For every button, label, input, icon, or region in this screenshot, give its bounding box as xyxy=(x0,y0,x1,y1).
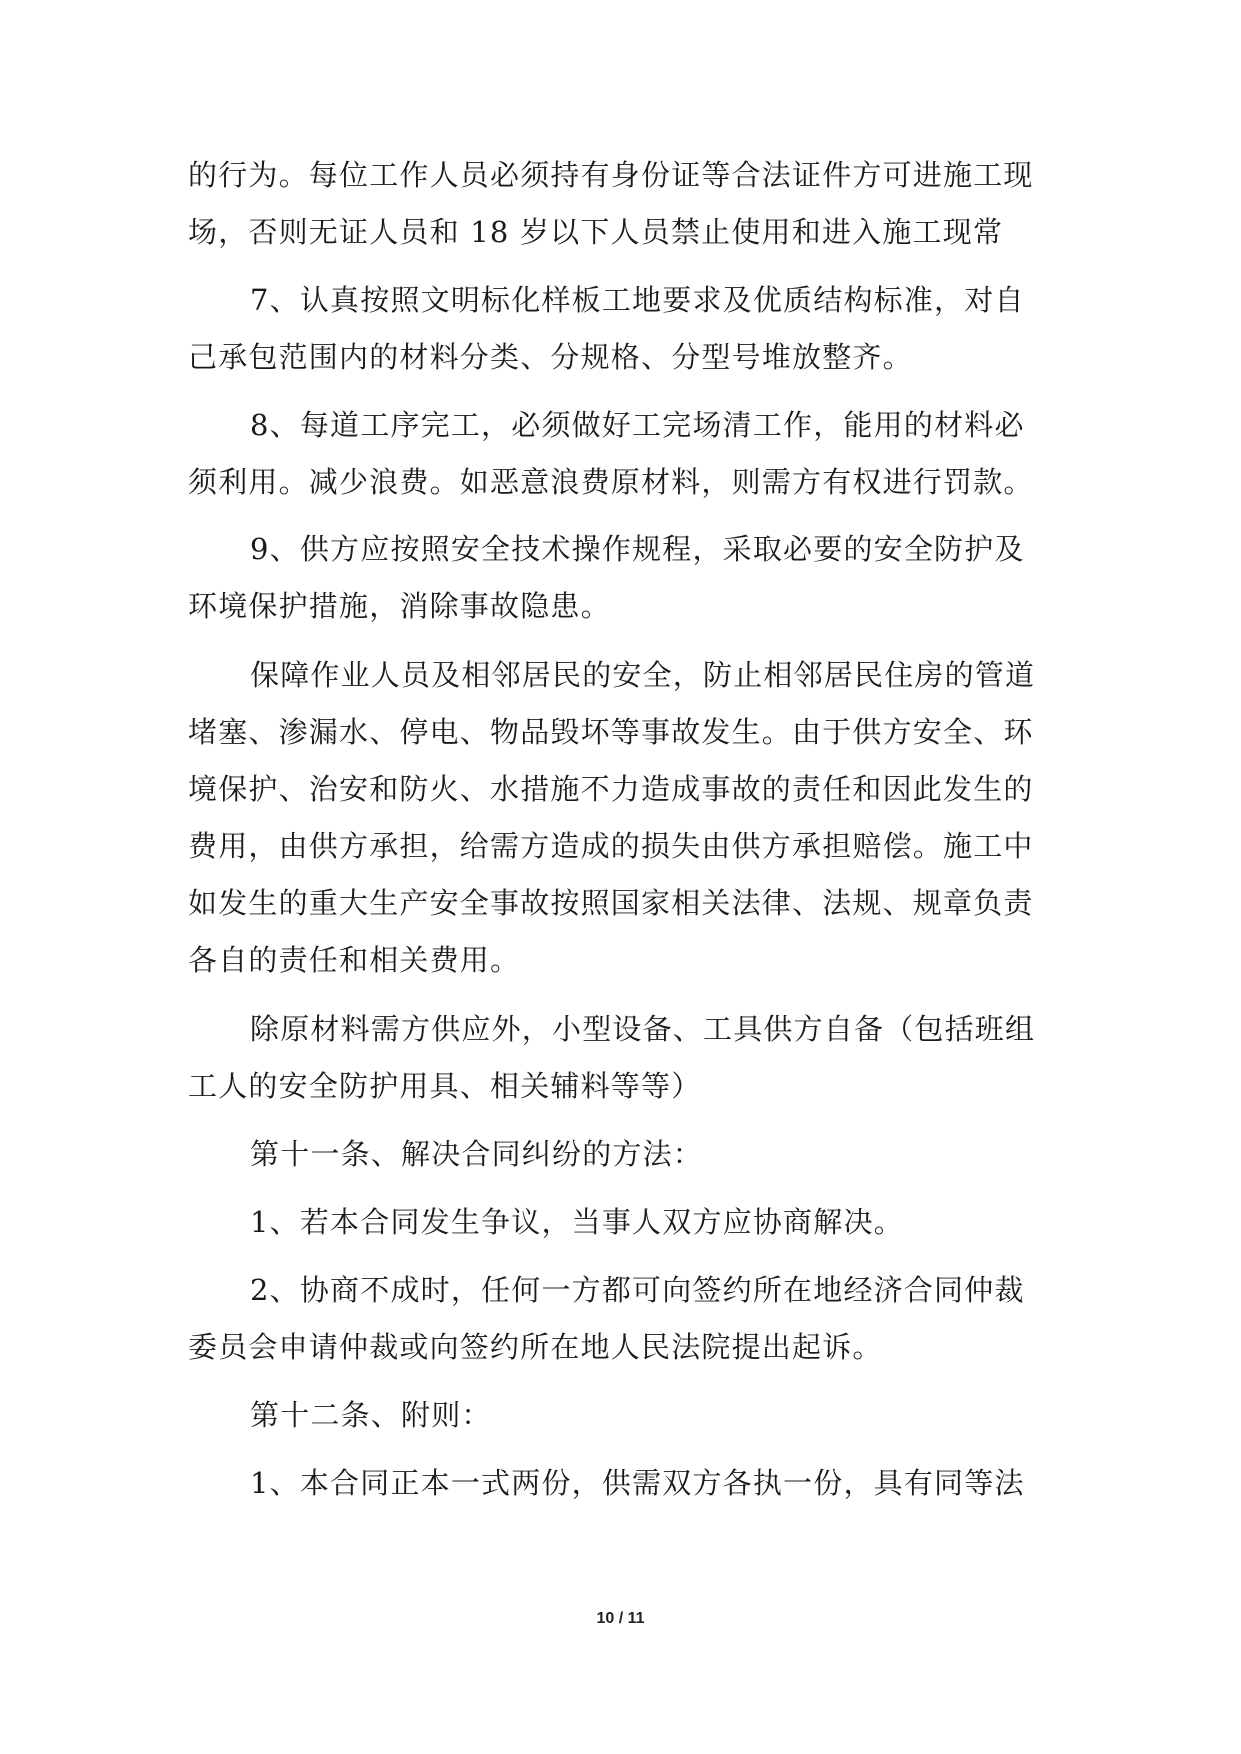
page-number: 10 / 11 xyxy=(596,1610,645,1627)
text-line: 如发生的重大生产安全事故按照国家相关法律、法规、规章负责 xyxy=(188,886,1034,920)
text-line: 须利用。减少浪费。如恶意浪费原材料，则需方有权进行罚款。 xyxy=(188,465,1034,499)
text-line: 第十二条、附则： xyxy=(250,1398,492,1432)
text-line: 8、每道工序完工，必须做好工完场清工作，能用的材料必 xyxy=(250,408,1025,442)
text-line: 境保护、治安和防火、水措施不力造成事故的责任和因此发生的 xyxy=(188,772,1034,806)
text-line: 保障作业人员及相邻居民的安全，防止相邻居民住房的管道 xyxy=(250,658,1036,692)
text-line: 堵塞、渗漏水、停电、物品毁坏等事故发生。由于供方安全、环 xyxy=(188,715,1034,749)
text-line: 第十一条、解决合同纠纷的方法： xyxy=(250,1137,704,1171)
text-line: 环境保护措施，消除事故隐患。 xyxy=(188,589,611,623)
text-line: 己承包范围内的材料分类、分规格、分型号堆放整齐。 xyxy=(188,340,913,374)
text-line: 场，否则无证人员和 18 岁以下人员禁止使用和进入施工现常 xyxy=(188,215,1004,249)
text-line: 2、协商不成时，任何一方都可向签约所在地经济合同仲裁 xyxy=(250,1273,1025,1307)
text-line: 各自的责任和相关费用。 xyxy=(188,943,521,977)
text-line: 9、供方应按照安全技术操作规程，采取必要的安全防护及 xyxy=(250,532,1025,566)
text-line: 委员会申请仲裁或向签约所在地人民法院提出起诉。 xyxy=(188,1330,883,1364)
text-line: 除原材料需方供应外，小型设备、工具供方自备（包括班组 xyxy=(250,1012,1036,1046)
text-line: 1、若本合同发生争议，当事人双方应协商解决。 xyxy=(250,1205,904,1239)
text-line: 费用，由供方承担，给需方造成的损失由供方承担赔偿。施工中 xyxy=(188,829,1034,863)
text-line: 1、本合同正本一式两份，供需双方各执一份，具有同等法 xyxy=(250,1466,1025,1500)
text-line: 的行为。每位工作人员必须持有身份证等合法证件方可进施工现 xyxy=(188,158,1034,192)
text-line: 7、认真按照文明标化样板工地要求及优质结构标准，对自 xyxy=(250,283,1025,317)
text-line: 工人的安全防护用具、相关辅料等等） xyxy=(188,1069,702,1103)
